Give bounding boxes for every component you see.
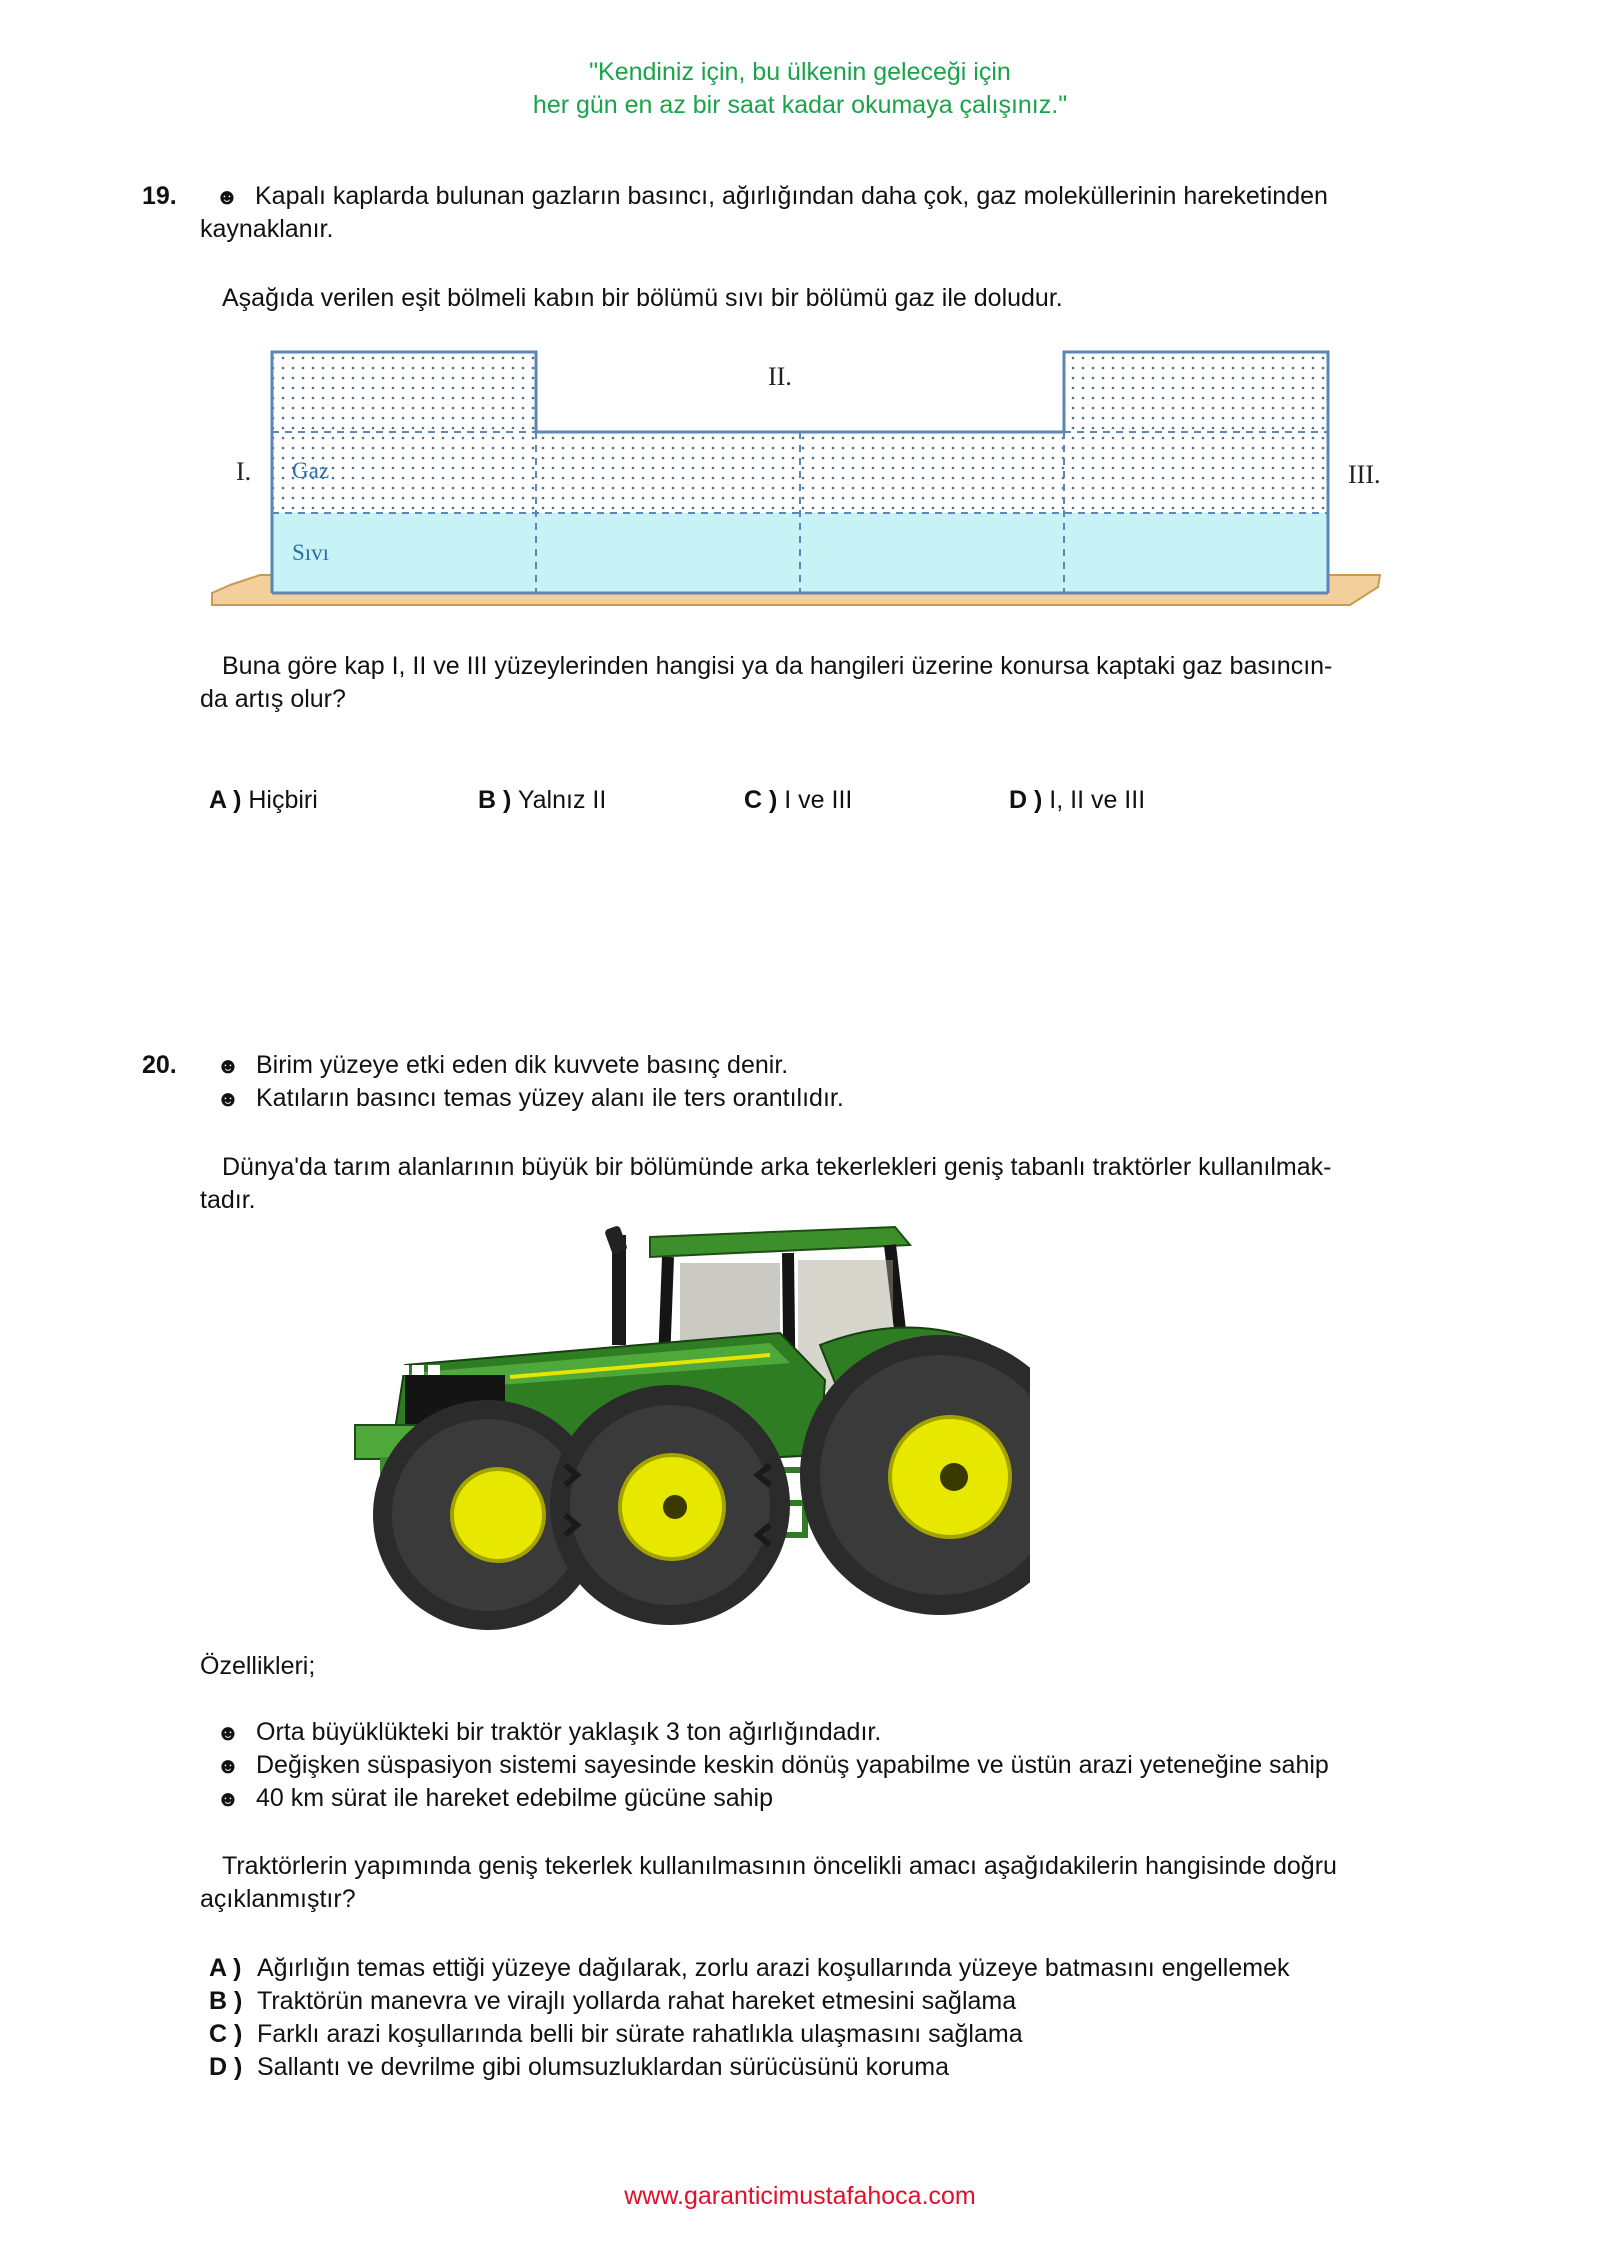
label-surface-II: II. — [768, 362, 792, 391]
option-text: I ve III — [784, 786, 853, 814]
container-diagram — [200, 335, 1400, 615]
question-19-intro: Aşağıda verilen eşit bölmeli kabın bir bölümü sıvı bir bölümü gaz ile doludur. — [222, 284, 1063, 312]
fact-2 — [200, 1082, 844, 1115]
q19-option-b[interactable] — [478, 784, 606, 817]
question-19-prompt-line-1: Buna göre kap I, II ve III yüzeylerinden hangisi ya da hangileri üzerine konursa kaptaki gaz basıncın- — [222, 652, 1333, 680]
fact-text: Birim yüzeye etki eden dik kuvvete basınç denir. — [256, 1051, 789, 1079]
q20-option-b[interactable] — [209, 1985, 1016, 2018]
option-letter: A ) — [209, 1954, 242, 1982]
smiley-bullet-icon: ☻ — [216, 1786, 240, 1811]
question-20-intro-line-2: tadır. — [200, 1186, 256, 1214]
smiley-bullet-icon: ☻ — [215, 184, 239, 209]
label-surface-III: III. — [1348, 460, 1381, 489]
page-header-quote — [0, 56, 1600, 122]
q20-option-c[interactable] — [209, 2018, 1023, 2051]
feature-text: Orta büyüklükteki bir traktör yaklaşık 3 ton ağırlığındadır. — [256, 1718, 882, 1746]
feature-3 — [200, 1782, 773, 1815]
feature-text: 40 km sürat ile hareket edebilme gücüne sahip — [256, 1784, 773, 1812]
cab-roof — [650, 1227, 910, 1257]
footer-website-link[interactable]: www.garanticimustafahoca.com — [624, 2182, 976, 2210]
front-wheel-near — [550, 1385, 790, 1625]
gas-label: Gaz — [292, 458, 330, 483]
smiley-bullet-icon: ☻ — [216, 1753, 240, 1778]
statement-line-1: Kapalı kaplarda bulunan gazların basıncı, ağırlığından daha çok, gaz moleküllerinin hareketinden — [255, 182, 1328, 210]
option-letter: A ) — [209, 786, 242, 814]
option-letter: B ) — [478, 786, 512, 814]
header-quote-line-2: her gün en az bir saat kadar okumaya çalışınız." — [532, 91, 1068, 119]
header-quote-line-1: "Kendiniz için, bu ülkenin geleceği için — [589, 58, 1011, 86]
option-text: Yalnız II — [517, 786, 607, 814]
question-20-prompt-line-1: Traktörlerin yapımında geniş tekerlek kullanılmasının öncelikli amacı aşağıdakilerin hangisinde doğru — [222, 1852, 1337, 1880]
q20-option-d[interactable] — [209, 2051, 949, 2084]
tractor-illustration — [350, 1215, 1030, 1630]
features-title: Özellikleri; — [200, 1652, 316, 1680]
option-letter: B ) — [209, 1987, 243, 2015]
feature-text: Değişken süspasiyon sistemi sayesinde keskin dönüş yapabilme ve üstün arazi yeteneğine sahip — [256, 1751, 1329, 1779]
q20-option-a[interactable] — [209, 1952, 1289, 1985]
question-19-statement — [200, 180, 1328, 213]
smiley-bullet-icon: ☻ — [216, 1086, 240, 1111]
fact-text: Katıların basıncı temas yüzey alanı ile ters orantılıdır. — [256, 1084, 844, 1112]
liquid-label: Sıvı — [292, 540, 330, 565]
label-surface-I: I. — [236, 457, 252, 486]
option-letter: C ) — [744, 786, 778, 814]
fact-1 — [200, 1049, 788, 1082]
option-text: Traktörün manevra ve virajlı yollarda rahat hareket etmesini sağlama — [257, 1987, 1017, 2015]
option-text: Farklı arazi koşullarında belli bir sürate rahatlıkla ulaşmasını sağlama — [257, 2020, 1023, 2048]
q19-option-d[interactable] — [1009, 784, 1145, 817]
feature-1 — [200, 1716, 881, 1749]
question-19-prompt-line-2: da artış olur? — [200, 685, 346, 713]
statement-line-2: kaynaklanır. — [200, 215, 334, 243]
option-text: I, II ve III — [1049, 786, 1146, 814]
smiley-bullet-icon: ☻ — [216, 1720, 240, 1745]
smiley-bullet-icon: ☻ — [216, 1053, 240, 1078]
question-20-number: 20. — [142, 1051, 177, 1079]
option-letter: D ) — [1009, 786, 1043, 814]
option-text: Hiçbiri — [248, 786, 318, 814]
headlights — [397, 1365, 440, 1375]
option-letter: C ) — [209, 2020, 243, 2048]
option-text: Ağırlığın temas ettiği yüzeye dağılarak, zorlu arazi koşullarında yüzeye batmasını engellemek — [257, 1954, 1290, 1982]
q19-option-c[interactable] — [744, 784, 852, 817]
question-20-intro-line-1: Dünya'da tarım alanlarının büyük bir bölümünde arka tekerlekleri geniş tabanlı traktörler kullanılmak- — [222, 1153, 1332, 1181]
question-20-prompt-line-2: açıklanmıştır? — [200, 1885, 356, 1913]
feature-2 — [200, 1749, 1329, 1782]
option-text: Sallantı ve devrilme gibi olumsuzluklardan sürücüsünü koruma — [257, 2053, 950, 2081]
q19-option-a[interactable] — [209, 784, 318, 817]
question-19-number: 19. — [142, 182, 177, 210]
option-letter: D ) — [209, 2053, 243, 2081]
